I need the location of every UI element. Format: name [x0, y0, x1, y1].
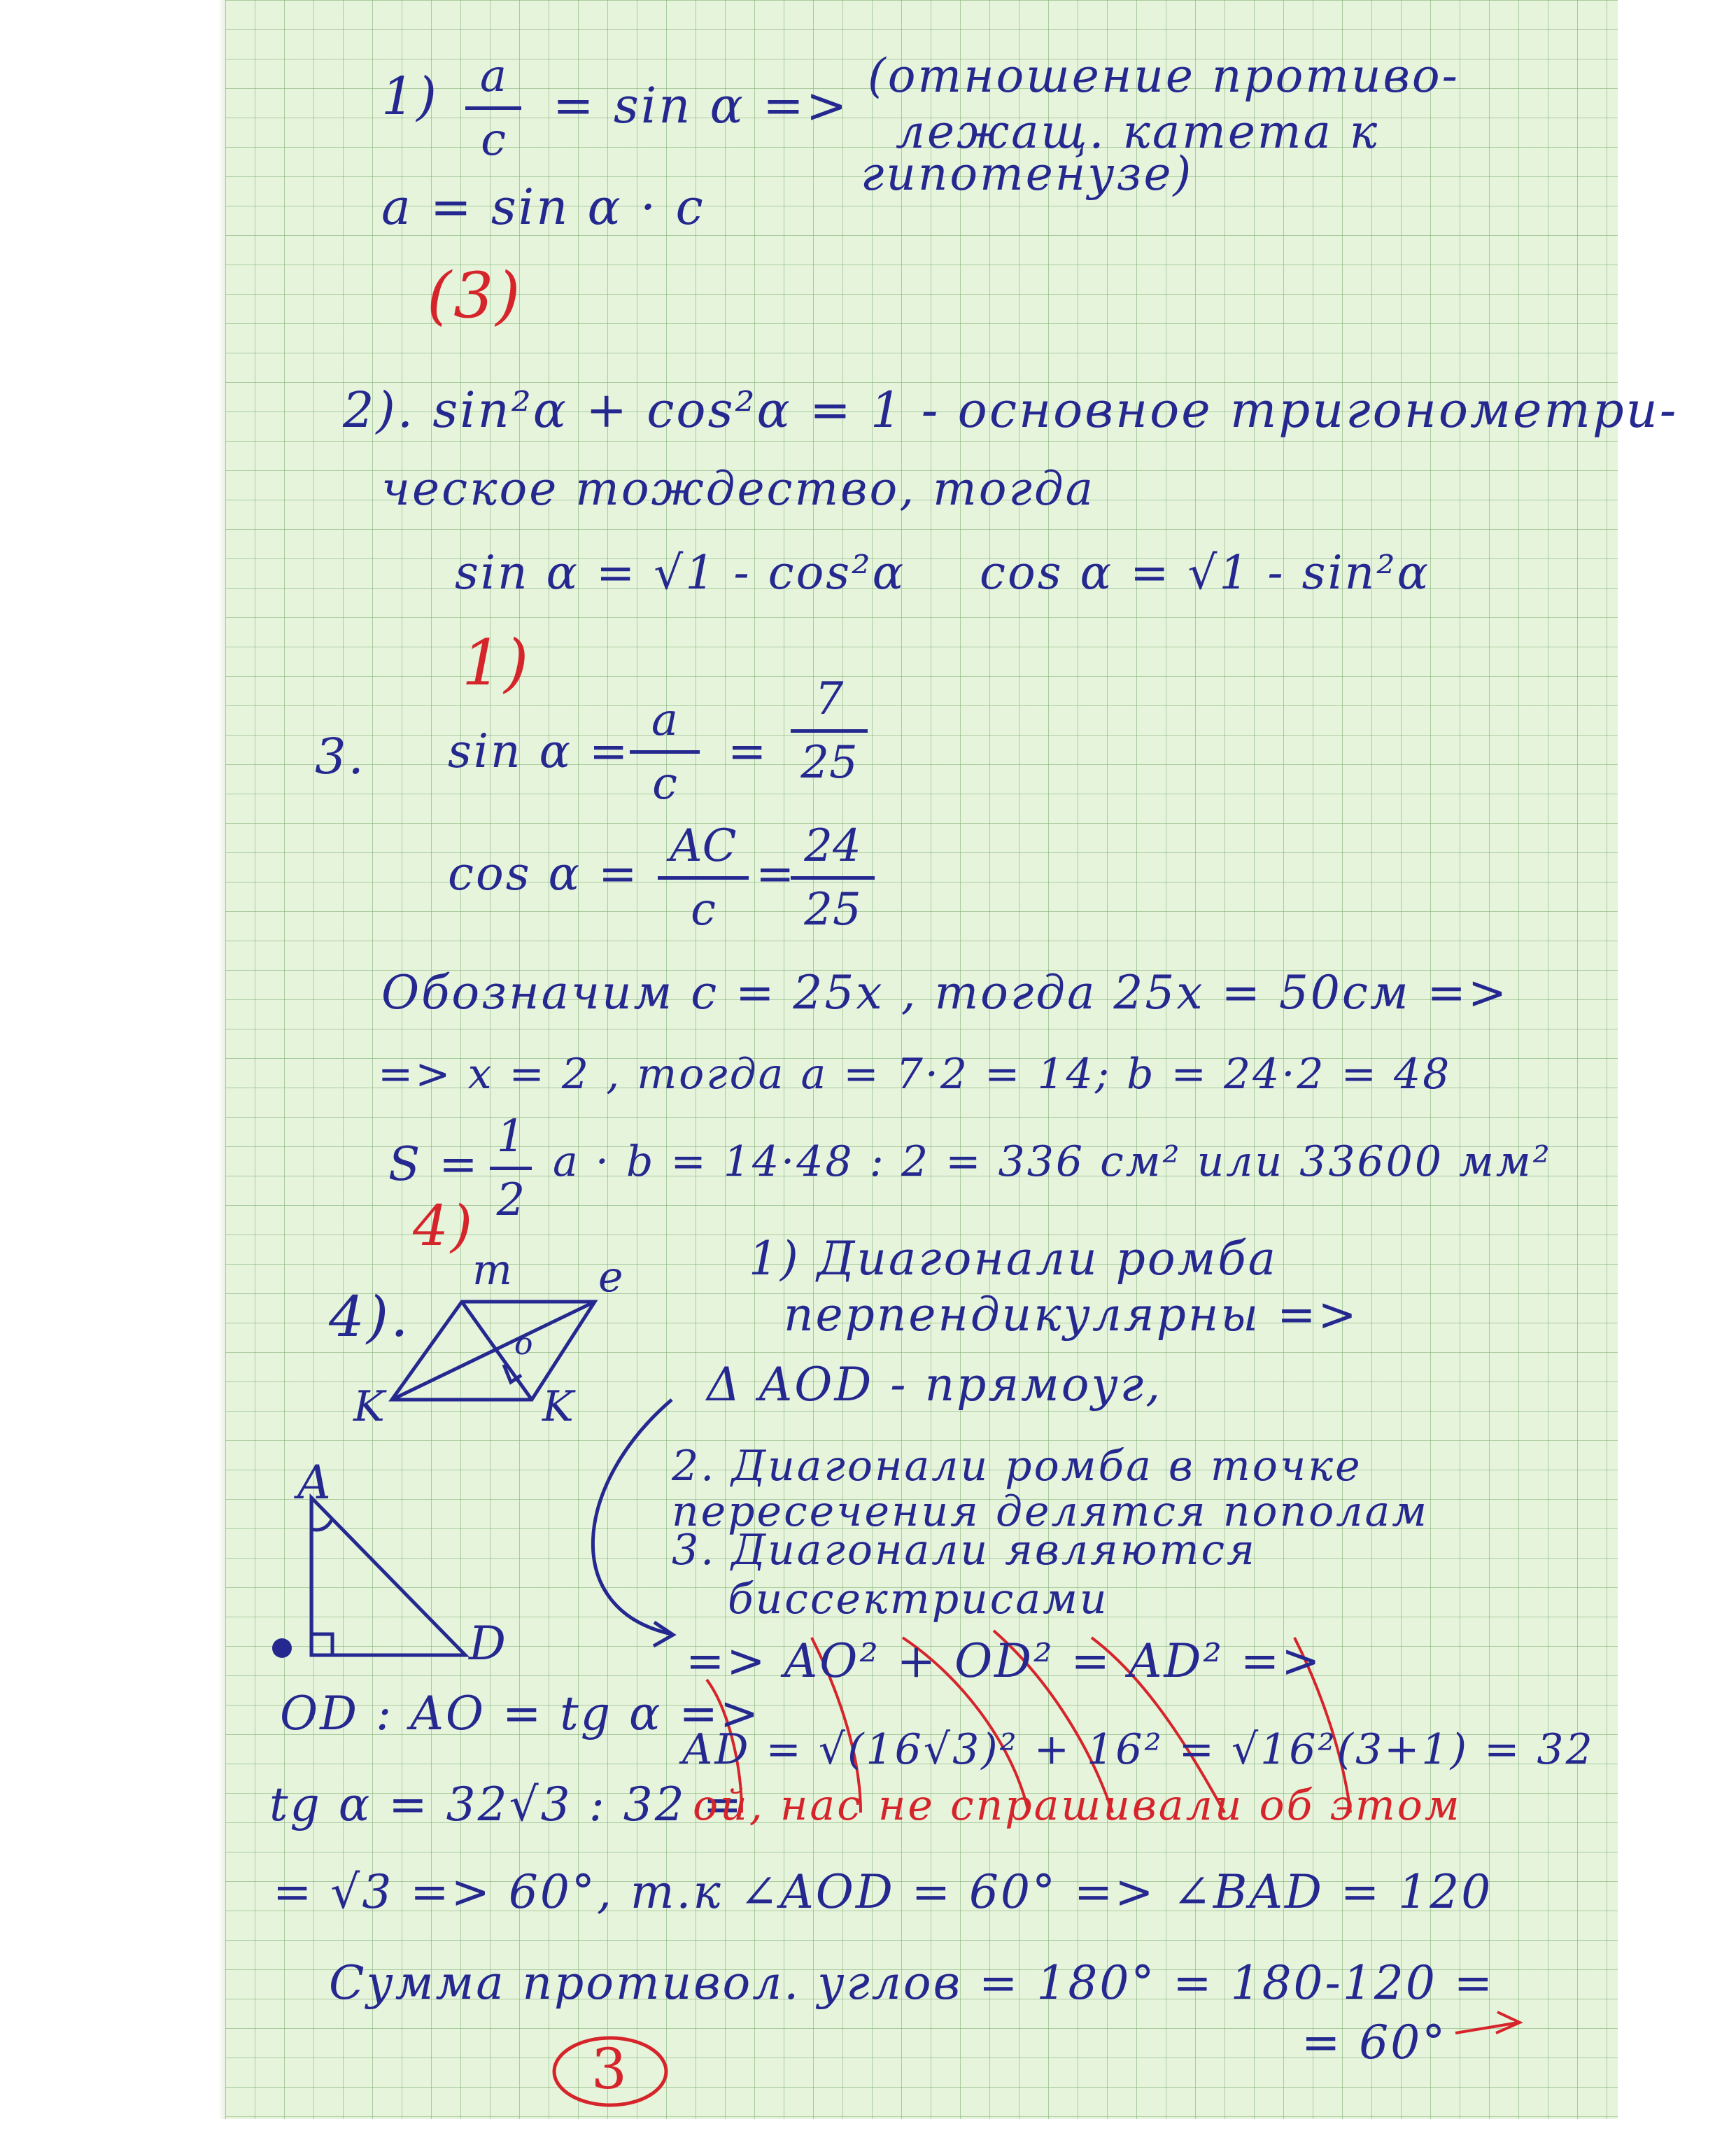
item-3-sin-value-numerator: 7: [814, 673, 844, 725]
curved-arrow: [593, 1400, 672, 1634]
item-3-grade-mark: 4): [413, 1193, 475, 1258]
right-angle-mark: [311, 1634, 332, 1655]
arrow-head: [654, 1622, 673, 1646]
item-1-note-line-1: (отношение противо-: [868, 49, 1460, 103]
item-4-angle-line: = √3 => 60°, т.к ∠AOD = 60° => ∠BAD = 120: [273, 1865, 1493, 1919]
rhombus-label-top-left: m: [472, 1246, 514, 1295]
item-4-fact-1: 1) Диагонали ромба: [749, 1232, 1278, 1286]
final-grade-mark: 3: [591, 2037, 629, 2102]
item-3-sin-lhs: sin α =: [448, 724, 630, 778]
item-4-fact-3-cont: биссектрисами: [728, 1575, 1109, 1624]
item-4-fact-2-cont: пересечения делятся пополам: [672, 1487, 1429, 1536]
item-4-fact-2: 2. Диагонали ромба в точке: [672, 1442, 1362, 1491]
item-3-area-numerator: 1: [496, 1111, 525, 1162]
teacher-comment: ой, нас не спрашивали об этом: [693, 1781, 1462, 1830]
item-3-cos-numerator: AC: [670, 820, 737, 872]
item-4-number: 4).: [329, 1284, 411, 1349]
item-3-area-lhs: S =: [388, 1137, 480, 1191]
triangle-outline: [311, 1498, 465, 1655]
item-3-line-1: Обозначим c = 25x , тогда 25x = 50см =>: [381, 966, 1509, 1020]
item-2-grade-mark: 1): [462, 626, 531, 700]
item-3-area-denominator: 2: [496, 1174, 525, 1226]
item-1-note-line-3: гипотенузе): [861, 147, 1194, 201]
item-2-identity-line-2: ческое тождество, тогда: [381, 462, 1096, 516]
item-3-number: 3.: [315, 728, 366, 785]
rhombus-label-center: o: [514, 1326, 535, 1362]
item-1-fraction-numerator: a: [479, 50, 507, 102]
item-4-fact-3: 3. Диагонали являются: [672, 1526, 1257, 1575]
item-4-tangent-ratio: OD : AO = tg α =>: [280, 1687, 761, 1740]
rhombus-label-bottom-left: K: [353, 1382, 387, 1431]
item-3-area-rhs: a · b = 14·48 : 2 = 336 см² или 33600 мм²: [553, 1137, 1552, 1186]
item-4-ad-calculation: AD = √(16√3)² + 16² = √16²(3+1) = 32: [682, 1725, 1595, 1774]
item-3-sin-denominator: c: [652, 758, 677, 810]
item-4-fact-1-cont: перпендикулярны =>: [784, 1288, 1359, 1342]
item-4-fact-1-result: Δ AOD - прямоуг,: [707, 1358, 1163, 1412]
item-2-identity-line: 2). sin²α + cos²α = 1 - основное тригонометри-: [343, 381, 1679, 439]
item-1-formula: a = sin α · c: [381, 178, 705, 236]
angle-arc: [311, 1519, 332, 1530]
triangle-label-top: A: [297, 1456, 333, 1510]
item-3-cos-value-numerator: 24: [804, 820, 861, 872]
item-1-grade-mark: (3): [427, 259, 523, 332]
item-3-cos-lhs: cos α =: [448, 847, 640, 901]
item-2-sin-formula: sin α = √1 - cos²α: [455, 546, 906, 600]
item-1-note-line-2: лежащ. катета к: [896, 105, 1380, 159]
rhombus-label-top-right: e: [598, 1253, 626, 1302]
item-4-result: = 60°: [1301, 2016, 1448, 2069]
item-3-cos-value-denominator: 25: [804, 884, 861, 936]
item-1-number: 1): [381, 66, 439, 127]
item-3-sin-value-denominator: 25: [800, 737, 858, 789]
triangle-label-bottom-right: D: [469, 1617, 508, 1671]
item-3-cos-equals: =: [756, 847, 797, 901]
triangle-figure: [311, 1498, 465, 1655]
item-2-cos-formula: cos α = √1 - sin²α: [980, 546, 1431, 600]
item-4-sum-line: Сумма противол. углов = 180° = 180-120 =: [329, 1956, 1495, 2010]
item-3-sin-numerator: a: [651, 694, 679, 746]
rhombus-label-bottom-right: K: [542, 1382, 576, 1431]
item-4-pythagoras: => AO² + OD² = AD² =>: [686, 1634, 1322, 1688]
item-3-cos-denominator: c: [691, 884, 716, 936]
item-1-equation: = sin α =>: [553, 77, 849, 134]
item-4-tangent-value: tg α = 32√3 : 32 =: [269, 1778, 744, 1831]
item-1-fraction-denominator: c: [481, 114, 506, 166]
triangle-label-bottom-left: [252, 1627, 292, 1681]
item-3-line-2: => x = 2 , тогда a = 7·2 = 14; b = 24·2 = 48: [378, 1050, 1452, 1099]
item-3-sin-equals: =: [728, 724, 769, 778]
